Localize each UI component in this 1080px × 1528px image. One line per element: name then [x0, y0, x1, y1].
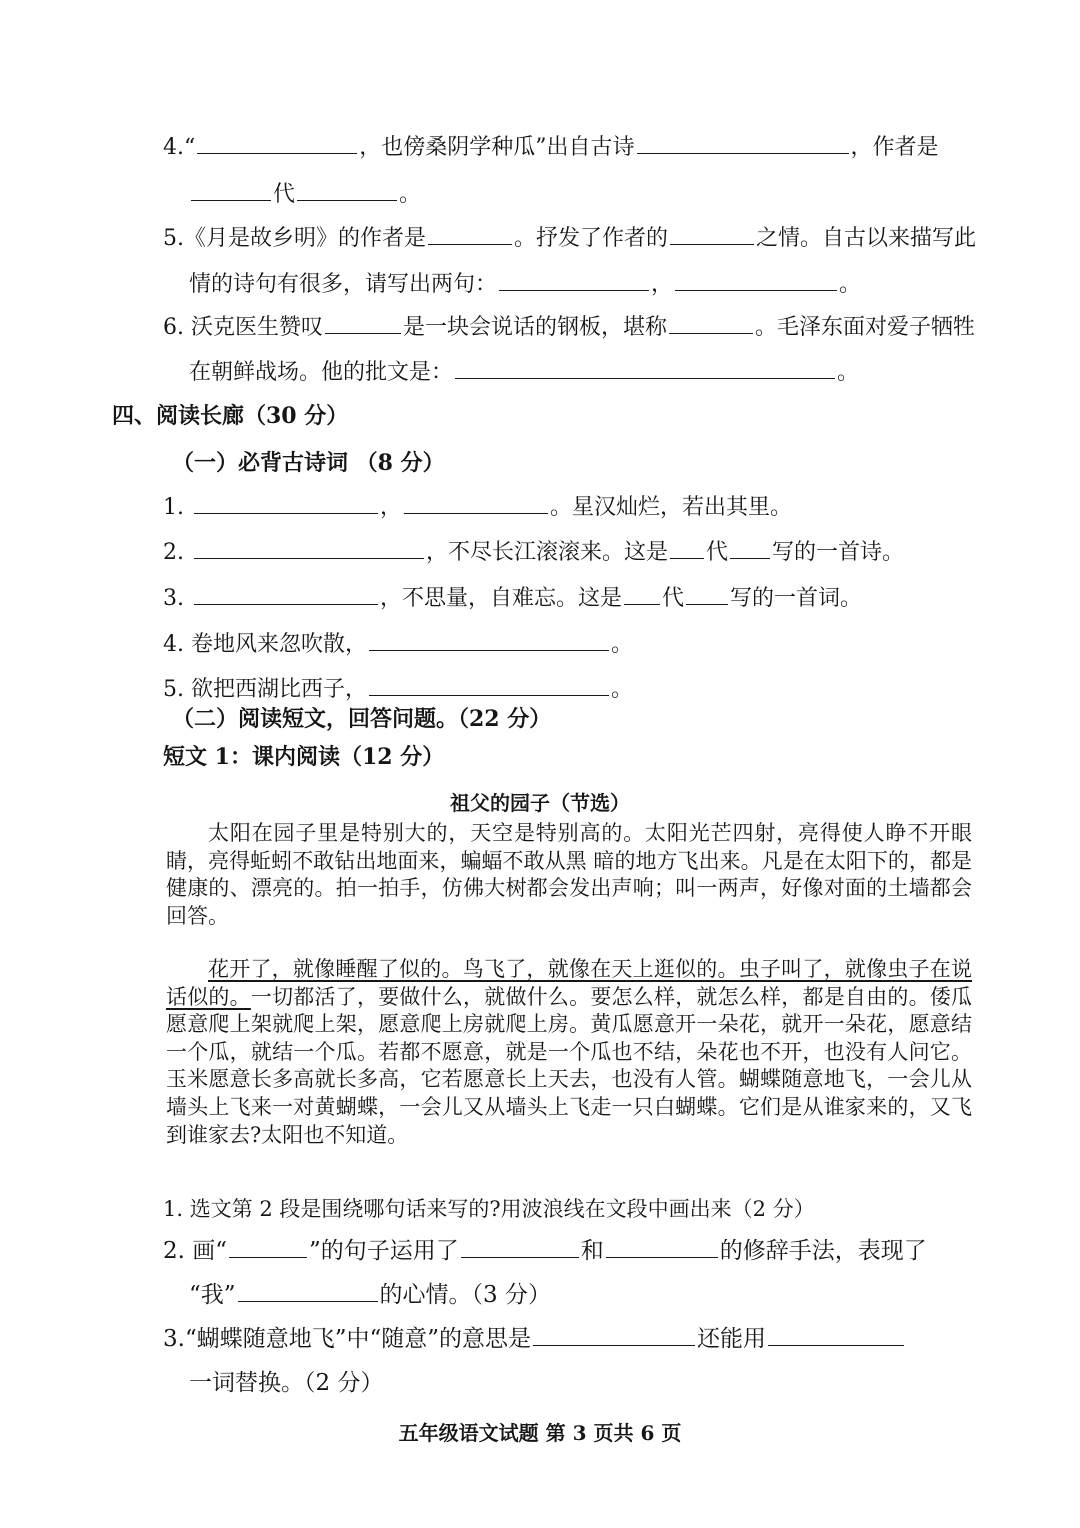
poem-blank[interactable] — [369, 630, 609, 651]
rq3-text: 还能用 — [696, 1326, 766, 1352]
q5-blank-4[interactable] — [675, 270, 837, 291]
q5-text: 5.《月是故乡明》的作者是 — [163, 226, 426, 251]
rq3-blank-1[interactable] — [533, 1325, 695, 1346]
part1-title: （一）必背古诗词 （8 分） — [172, 450, 445, 476]
q4-blank-2[interactable] — [637, 133, 849, 154]
passage1-title: 短文 1：课内阅读（12 分） — [163, 744, 445, 770]
poem-blank[interactable] — [624, 584, 660, 605]
q4-text: ，也傍桑阴学种瓜”出自古诗 — [359, 135, 635, 160]
q4-blank-4[interactable] — [297, 180, 397, 201]
poem-blank[interactable] — [194, 493, 378, 514]
q5-line-1 — [163, 224, 976, 254]
part2-title: （二）阅读短文，回答问题。（22 分） — [172, 706, 552, 732]
q6-blank-3[interactable] — [455, 358, 835, 379]
q5-blank-3[interactable] — [499, 270, 649, 291]
poem-blank[interactable] — [369, 675, 609, 696]
rq2-text: “我” — [189, 1282, 236, 1308]
reading-q1: 1. 选文第 2 段是围绕哪句话来写的?用波浪线在文段中画出来（2 分） — [163, 1197, 815, 1221]
q5-line-2 — [189, 270, 861, 300]
article-paragraph-2 — [166, 956, 972, 1149]
reading-q2-line-1 — [163, 1236, 927, 1266]
rq2-blank-1[interactable] — [229, 1237, 307, 1258]
q5-text: ， — [651, 272, 674, 297]
rq2-text: 和 — [580, 1238, 604, 1264]
q4-text: 。 — [399, 182, 422, 207]
q6-text: 6. 沃克医生赞叹 — [163, 315, 323, 340]
poem-blank[interactable] — [730, 538, 770, 559]
poem-line-5 — [163, 675, 633, 705]
reading-q3-line-2: 一词替换。（2 分） — [189, 1370, 384, 1396]
q4-line-1 — [163, 133, 939, 163]
poem-text: 5. 欲把西湖比西子， — [163, 677, 367, 702]
poem-text: 写的一首词。 — [730, 586, 863, 611]
reading-q2-line-2 — [189, 1280, 551, 1310]
poem-line-1 — [163, 493, 792, 523]
poem-text: ，不尽长江滚滚来。这是 — [426, 540, 669, 565]
poem-text: ，不思量，自难忘。这是 — [380, 586, 623, 611]
poem-text: 。 — [610, 632, 633, 657]
poem-text: ， — [380, 495, 403, 520]
rq3-blank-2[interactable] — [768, 1325, 904, 1346]
poem-text: 代 — [662, 586, 685, 611]
q6-text: 。毛泽东面对爱子牺牲 — [755, 315, 976, 340]
rq2-text: ”的句子运用了 — [309, 1238, 459, 1264]
q4-blank-1[interactable] — [197, 133, 357, 154]
q4-text: ，作者是 — [850, 135, 939, 160]
rq2-blank-3[interactable] — [606, 1237, 718, 1258]
q6-text: 在朝鲜战场。他的批文是： — [189, 360, 454, 385]
poem-blank[interactable] — [194, 584, 378, 605]
poem-text: 2. — [163, 540, 184, 565]
poem-line-2 — [163, 538, 904, 568]
poem-blank[interactable] — [670, 538, 704, 559]
q4-text: 代 — [273, 182, 296, 207]
article-title: 祖父的园子（节选） — [450, 791, 630, 815]
q6-blank-1[interactable] — [325, 313, 401, 334]
q6-blank-2[interactable] — [669, 313, 753, 334]
article-paragraph-1: 太阳在园子里是特别大的，天空是特别高的。太阳光芒四射，亮得使人睁不开眼睛，亮得蚯蚓不敢钻出地面来，蝙蝠不敢从黑 暗的地方飞出来。凡是在太阳下的，都是健康的、漂亮的。拍一拍手，仿佛大树都会发出声响；叫一两声，好像对面的土墙都会回答。 — [166, 821, 972, 928]
underlined-sentences: 花开了，就像睡醒了似的。鸟飞了，就像在天上逛似的。虫子叫了，就像虫子在说话似的。 — [166, 957, 972, 1009]
rq2-text: 2. 画“ — [163, 1238, 228, 1264]
rq3-text: 3.“蝴蝶随意地飞”中“随意”的意思是 — [163, 1326, 531, 1352]
poem-line-3 — [163, 584, 862, 614]
poem-blank[interactable] — [686, 584, 728, 605]
poem-text: 代 — [706, 540, 729, 565]
poem-text: 写的一首诗。 — [772, 540, 905, 565]
section4-title: 四、阅读长廊（30 分） — [112, 403, 349, 429]
poem-blank[interactable] — [194, 538, 424, 559]
rq2-blank-4[interactable] — [238, 1281, 378, 1302]
q6-line-1 — [163, 313, 975, 343]
rq2-blank-2[interactable] — [461, 1237, 579, 1258]
poem-text: 3. — [163, 586, 184, 611]
q5-text: 之情。自古以来描写此 — [756, 226, 977, 251]
q5-blank-2[interactable] — [670, 224, 754, 245]
q4-blank-3[interactable] — [191, 180, 271, 201]
paragraph-text: 一切都活了，要做什么，就做什么。要怎么样，就怎么样，都是自由的。倭瓜愿意爬上架就爬上架，愿意爬上房就爬上房。黄瓜愿意开一朵花，就开一朵花，愿意结一个瓜，就结一个瓜。若都不愿意，就是一个瓜也不结，朵花也不开，也没有人问它。玉米愿意长多高就长多高，它若愿意长上天去，也没有人管。蝴蝶随意地飞，一会儿从墙头上飞来一对黄蝴蝶，一会儿又从墙头上飞走一只白蝴蝶。它们是从谁家来的，又飞到谁家去?太阳也不知道。 — [166, 984, 973, 1147]
q5-blank-1[interactable] — [428, 224, 512, 245]
q6-text: 是一块会说话的钢板，堪称 — [402, 315, 667, 340]
q5-text: 。抒发了作者的 — [514, 226, 669, 251]
q4-line-2 — [189, 180, 421, 210]
q5-text: 情的诗句有很多，请写出两句： — [189, 272, 498, 297]
q4-text: 4.“ — [163, 135, 196, 160]
reading-q3-line-1 — [163, 1324, 906, 1354]
page-footer: 五年级语文试题 第 3 页共 6 页 — [398, 1421, 682, 1445]
rq2-text: 的修辞手法，表现了 — [719, 1238, 927, 1264]
q6-line-2 — [189, 358, 859, 388]
rq2-text: 的心情。（3 分） — [379, 1282, 551, 1308]
poem-text: 。星汉灿烂，若出其里。 — [550, 495, 793, 520]
poem-text: 4. 卷地风来忽吹散， — [163, 632, 367, 657]
poem-line-4 — [163, 630, 633, 660]
poem-text: 。 — [610, 677, 633, 702]
q5-text: 。 — [839, 272, 862, 297]
poem-blank[interactable] — [404, 493, 548, 514]
poem-text: 1. — [163, 495, 184, 520]
q6-text: 。 — [837, 360, 860, 385]
